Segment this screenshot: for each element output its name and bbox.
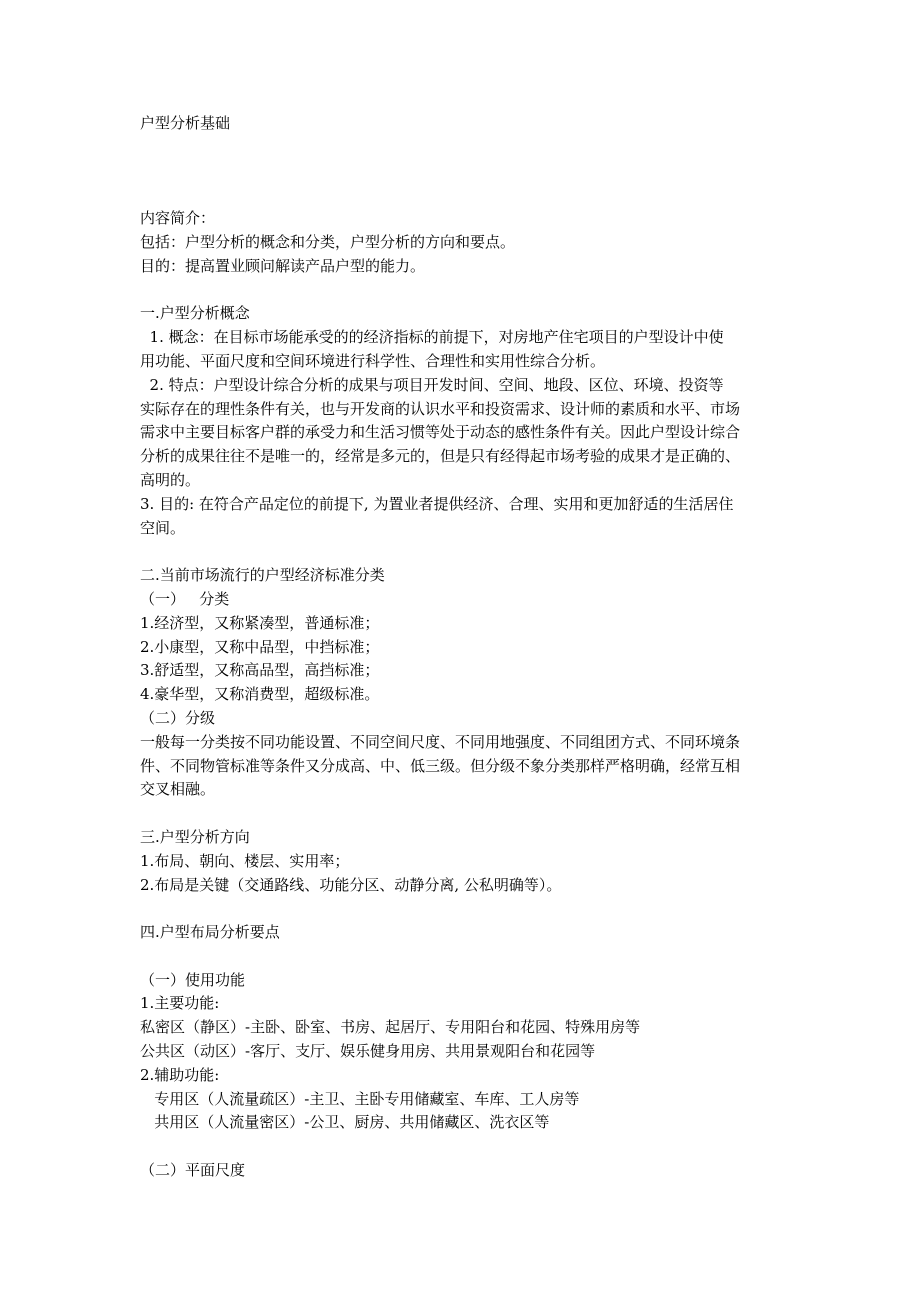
- subsection-heading: （二）分级: [140, 708, 216, 727]
- list-item: 1.布局、朝向、楼层、实用率；: [140, 851, 350, 870]
- list-item: 4.豪华型，又称消费型，超级标准。: [140, 685, 380, 704]
- purpose-line: 3. 目的: 在符合产品定位的前提下, 为置业者提供经济、合理、实用和更加舒适的生活居住: [140, 494, 734, 513]
- spacer: [140, 183, 788, 207]
- spacer: [140, 540, 788, 564]
- section-4-heading: 四.户型布局分析要点: [140, 923, 280, 942]
- grading-line: 交叉相融。: [140, 780, 216, 799]
- spacer: [140, 945, 788, 969]
- feature-line: 2. 特点：户型设计综合分析的成果与项目开发时间、空间、地段、区位、环境、投资等: [140, 375, 724, 394]
- main-function-label: 1.主要功能:: [140, 994, 220, 1013]
- feature-line: 需求中主要目标客户群的承受力和生活习惯等处于动态的感性条件有关。因此户型设计综合: [140, 423, 741, 442]
- subsection-heading: （二）平面尺度: [140, 1161, 246, 1180]
- feature-line: 分析的成果往往不是唯一的，经常是多元的，但是只有经得起市场考验的成果才是正确的、: [140, 447, 741, 466]
- spacer: [140, 1135, 788, 1159]
- document-page: [140, 112, 788, 1183]
- list-item: 私密区（静区）-主卧、卧室、书房、起居厅、专用阳台和花园、特殊用房等: [140, 1018, 641, 1037]
- list-item: 2.小康型，又称中品型，中挡标准；: [140, 637, 380, 656]
- spacer: [140, 802, 788, 826]
- feature-line: 实际存在的理性条件有关，也与开发商的认识水平和投资需求、设计师的素质和水平、市场: [140, 399, 741, 418]
- section-2-heading: 二.当前市场流行的户型经济标准分类: [140, 566, 385, 585]
- list-item: 专用区（人流量疏区）-主卫、主卧专用储藏室、车库、工人房等: [140, 1089, 580, 1108]
- grading-line: 一般每一分类按不同功能设置、不同空间尺度、不同用地强度、不同组团方式、不同环境条: [140, 732, 741, 751]
- purpose-line: 空间。: [140, 518, 186, 537]
- section-1-heading: 一.户型分析概念: [140, 304, 250, 323]
- document-title: 户型分析基础: [140, 114, 231, 132]
- spacer: [140, 136, 788, 184]
- concept-line: 1. 概念：在目标市场能承受的的经济指标的前提下，对房地产住宅项目的户型设计中使: [140, 328, 724, 347]
- intro-include: 包括：户型分析的概念和分类，户型分析的方向和要点。: [140, 232, 516, 251]
- grading-line: 件、不同物管标准等条件又分成高、中、低三级。但分级不象分类那样严格明确，经常互相: [140, 756, 741, 775]
- intro-heading: 内容简介：: [140, 209, 216, 228]
- list-item: 1.经济型，又称紧凑型，普通标准；: [140, 613, 380, 632]
- aux-function-label: 2.辅助功能:: [140, 1065, 220, 1084]
- list-item: 2.布局是关键（交通路线、功能分区、动静分离, 公私明确等）。: [140, 875, 562, 894]
- section-3-heading: 三.户型分析方向: [140, 827, 250, 846]
- list-item: 公共区（动区）-客厅、支厅、娱乐健身用房、共用景观阳台和花园等: [140, 1042, 596, 1061]
- concept-line: 用功能、平面尺度和空间环境进行科学性、合理性和实用性综合分析。: [140, 351, 606, 370]
- subsection-heading: （一）使用功能: [140, 970, 246, 989]
- spacer: [140, 897, 788, 921]
- list-item: 3.舒适型，又称高品型，高挡标准；: [140, 661, 380, 680]
- feature-line: 高明的。: [140, 470, 201, 489]
- spacer: [140, 279, 788, 303]
- list-item: 共用区（人流量密区）-公卫、厨房、共用储藏区、洗衣区等: [140, 1113, 550, 1132]
- subsection-heading: （一） 分类: [140, 589, 230, 608]
- intro-purpose: 目的：提高置业顾问解读产品户型的能力。: [140, 256, 426, 275]
